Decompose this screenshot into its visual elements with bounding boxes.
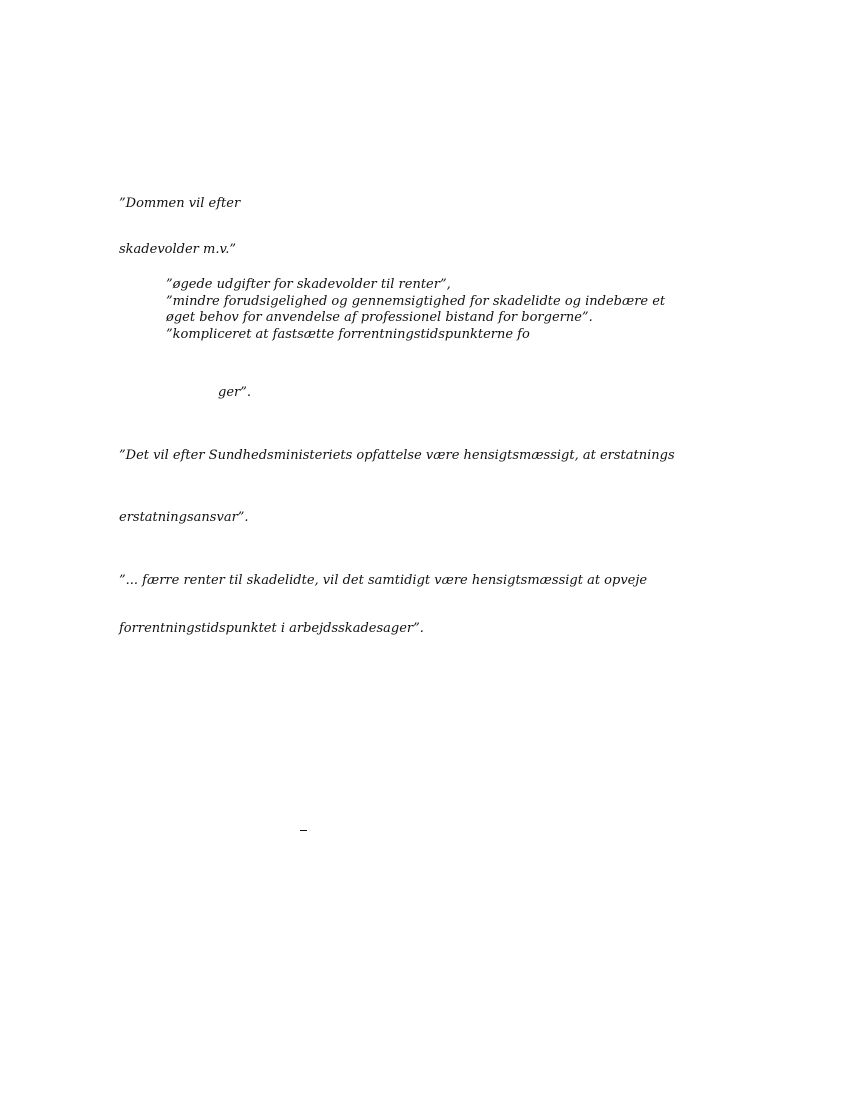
quote-2-line-1: ”Det vil efter Sundhedsministeriets opfattelse være hensigtsmæssigt, at erstatnings — [119, 448, 675, 463]
list-item-2-line-1: ”mindre forudsigelighed og gennemsigtighed for skadelidte og indebære et — [166, 294, 666, 309]
quote-1-line-1: ”Dommen vil efter — [119, 196, 241, 211]
list-item-1: ”øgede udgifter for skadevolder til renter”, — [166, 277, 451, 292]
list-item-3: ”kompliceret at fastsætte forrentningstidspunkterne fo — [166, 327, 530, 342]
quote-2-line-2: erstatningsansvar”. — [119, 510, 249, 525]
list-item-2-line-2: øget behov for anvendelse af professionel bistand for borgerne”. — [166, 310, 593, 325]
dash-mark — [300, 830, 307, 831]
list-item-3-end: ger”. — [218, 385, 252, 400]
quote-3-line-2: forrentningstidspunktet i arbejdsskadesager”. — [119, 621, 424, 636]
quote-3-line-1: ”... færre renter til skadelidte, vil det samtidigt være hensigtsmæssigt at opveje — [119, 573, 648, 588]
quote-1-line-2: skadevolder m.v.” — [119, 242, 237, 257]
